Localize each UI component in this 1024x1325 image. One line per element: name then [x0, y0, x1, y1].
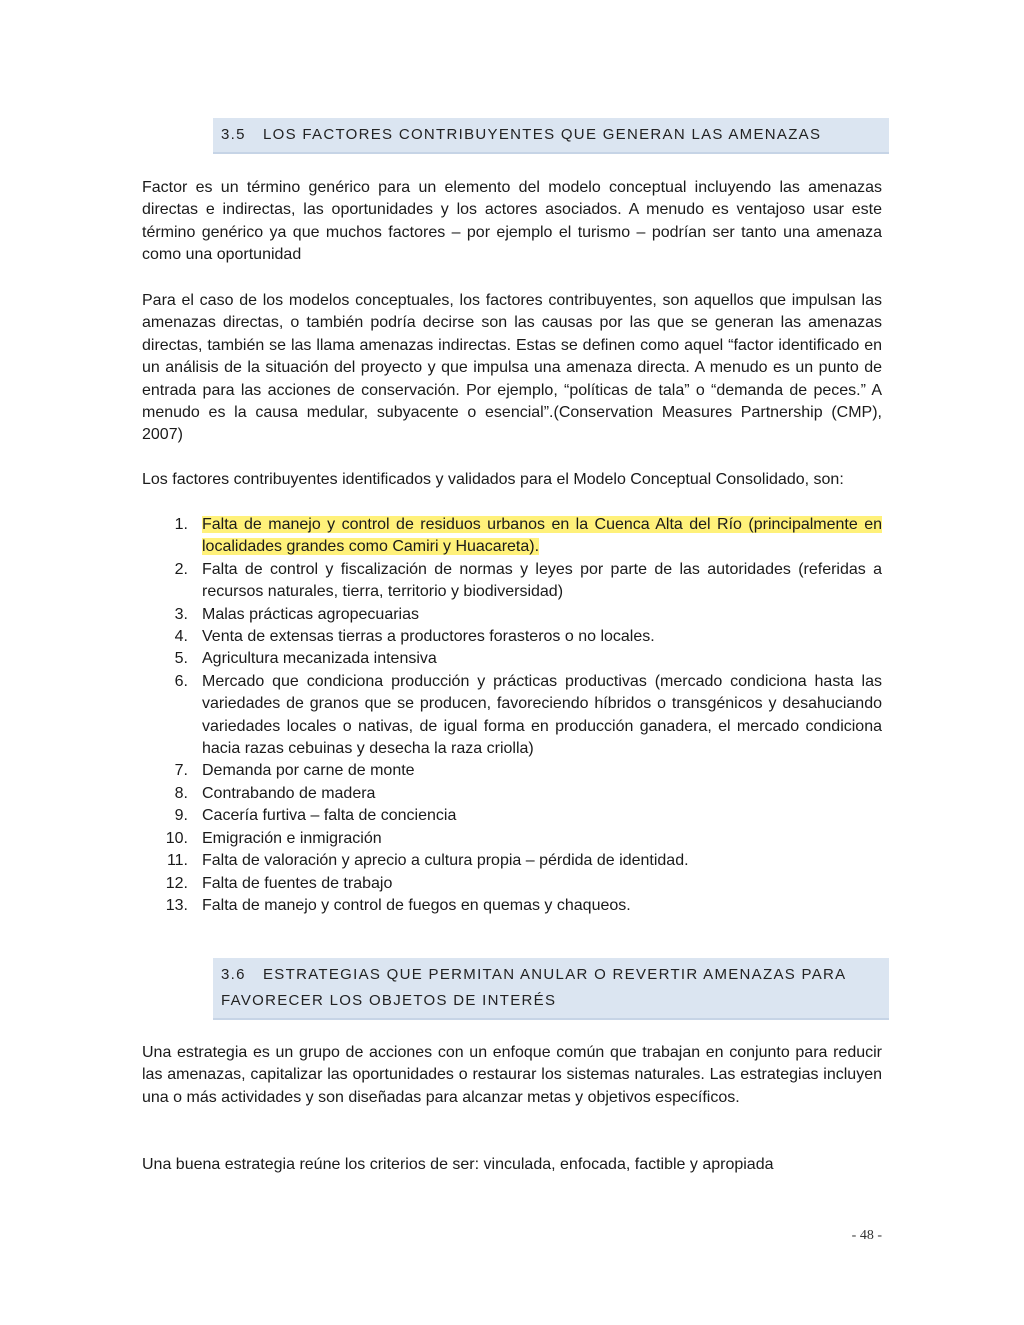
section-title: ESTRATEGIAS QUE PERMITAN ANULAR O REVERTIR AMENAZAS PARA FAVORECER LOS OBJETOS DE INTERÉS: [221, 966, 846, 1009]
factors-list: [142, 514, 882, 917]
list-item: [142, 760, 882, 782]
list-number: 4.: [174, 628, 188, 646]
list-item: [142, 805, 882, 827]
list-item: [142, 895, 882, 917]
list-number: 12.: [165, 874, 188, 892]
list-number: 5.: [174, 650, 188, 668]
list-item: [142, 604, 882, 626]
list-item: [142, 850, 882, 872]
list-number: 3.: [174, 605, 188, 623]
highlighted-text: Falta de manejo y control de residuos urbanos en la Cuenca Alta del Río (principalmente en localidades grandes como Camiri y Huacareta).: [202, 516, 882, 556]
list-item: [142, 671, 882, 761]
section-number: 3.5: [221, 126, 246, 143]
paragraph-factor-definition: Factor es un término genérico para un elemento del modelo conceptual incluyendo las amenazas directas e indirectas, las oportunidades y los actores asociados. A menudo es ventajoso usar este término genérico ya que muchos factores – por ejemplo el turismo – podrían ser tanto una amenaza como una oportunidad: [142, 179, 882, 264]
list-text: Demanda por carne de monte: [202, 762, 415, 780]
section-heading-3-5: [213, 118, 889, 154]
list-number: 11.: [166, 852, 188, 870]
page-number: - 48 -: [851, 1228, 882, 1243]
section-heading-3-6: [213, 958, 889, 1020]
list-number: 10.: [165, 829, 188, 847]
paragraph-conceptual-models: Para el caso de los modelos conceptuales, los factores contribuyentes, son aquellos que impulsan las amenazas directas, o también podría decirse son las causas por las que se generan las amenazas directas, también se las llama amenazas indirectas. Estas se definen como aquel “factor identificado en un análisis de la situación del proyecto y que impulsa una amenaza directa. A menudo es un punto de entrada para las acciones de conservación. Por ejemplo, “políticas de tala” o “demanda de peces.” A menudo es la causa medular, subyacente o esencial”.(Conservation Measures Partnership (CMP), 2007): [142, 292, 882, 444]
list-text: Emigración e inmigración: [202, 829, 382, 847]
list-number: 8.: [174, 784, 188, 802]
paragraph-strategy-criteria: Una buena estrategia reúne los criterios de ser: vinculada, enfocada, factible y apropiada: [142, 1156, 774, 1173]
list-item: [142, 514, 882, 559]
section-number: 3.6: [221, 966, 246, 983]
list-text: Falta de valoración y aprecio a cultura propia – pérdida de identidad.: [202, 852, 689, 870]
list-number: 6.: [174, 672, 188, 690]
list-item: [142, 559, 882, 604]
list-item: [142, 626, 882, 648]
list-number: 9.: [174, 807, 188, 825]
paragraph-factors-intro: Los factores contribuyentes identificados y validados para el Modelo Conceptual Consolidado, son:: [142, 471, 844, 488]
list-text: Agricultura mecanizada intensiva: [202, 650, 437, 668]
list-number: 7.: [174, 762, 188, 780]
list-text: Venta de extensas tierras a productores forasteros o no locales.: [202, 628, 655, 646]
list-text: Malas prácticas agropecuarias: [202, 605, 419, 623]
list-item: [142, 828, 882, 850]
list-item: [142, 648, 882, 670]
list-number: 13.: [165, 896, 188, 914]
section-title: LOS FACTORES CONTRIBUYENTES QUE GENERAN LAS AMENAZAS: [263, 126, 822, 143]
list-text: Mercado que condiciona producción y prácticas productivas (mercado condiciona hasta las variedades de granos que se producen, favoreciendo híbridos o transgénicos y desahuciando variedades locales o nativas, de igual forma en producción ganadera, el mercado condiciona hacia razas cebuinas y desecha la raza criolla): [202, 672, 882, 758]
list-text: Falta de fuentes de trabajo: [202, 874, 393, 892]
list-item: [142, 783, 882, 805]
list-item: [142, 873, 882, 895]
list-number: 2.: [174, 560, 188, 578]
list-text: Cacería furtiva – falta de conciencia: [202, 807, 457, 825]
paragraph-strategy-definition: Una estrategia es un grupo de acciones con un enfoque común que trabajan en conjunto para reducir las amenazas, capitalizar las oportunidades o restaurar los sistemas naturales. Las estrategias incluyen una o más actividades y son diseñadas para alcanzar metas y objetivos específicos.: [142, 1044, 882, 1106]
list-text: Falta de control y fiscalización de normas y leyes por parte de las autoridades (referidas a recursos naturales, tierra, territorio y biodiversidad): [202, 560, 882, 601]
list-number: 1.: [174, 516, 188, 533]
list-text: Contrabando de madera: [202, 784, 376, 802]
list-text: Falta de manejo y control de fuegos en quemas y chaqueos.: [202, 896, 631, 914]
